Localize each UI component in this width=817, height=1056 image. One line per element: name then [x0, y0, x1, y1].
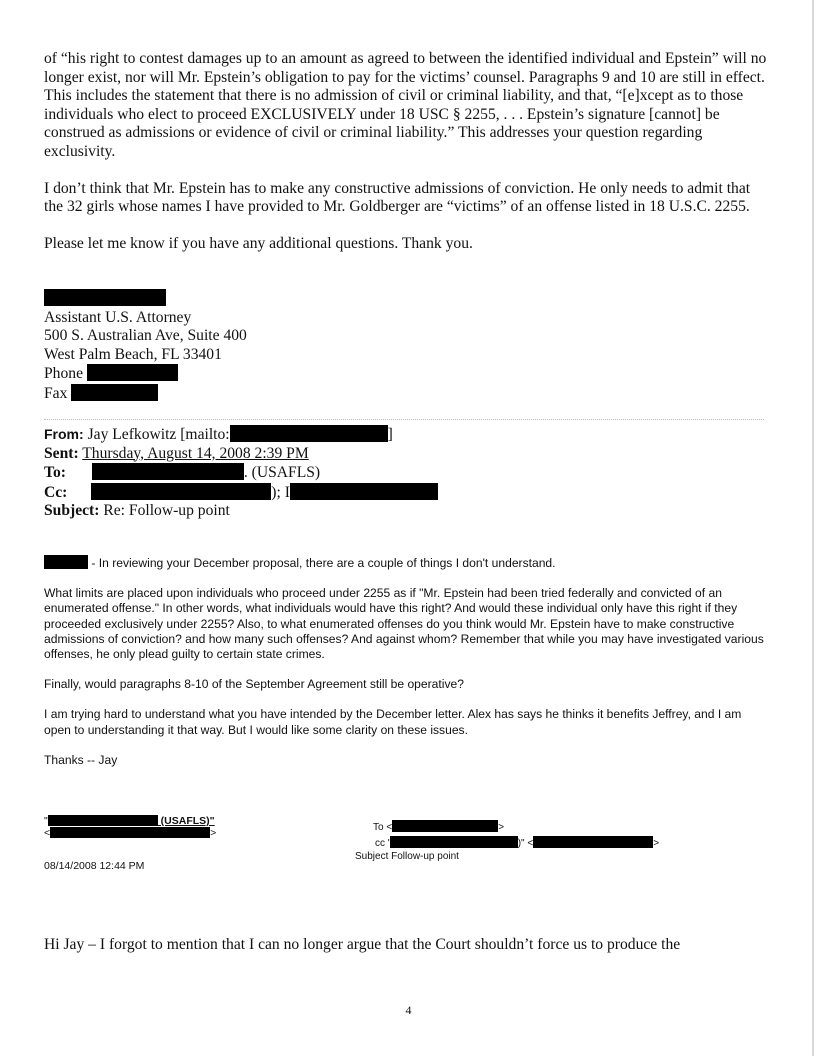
- redacted-quoted-cc-2: [533, 836, 653, 848]
- page-edge-line: [812, 0, 814, 1056]
- redacted-to: [92, 463, 244, 480]
- fax-label: Fax: [44, 384, 68, 402]
- redacted-fax: [71, 384, 158, 401]
- quoted-sender: [44, 815, 264, 872]
- sender-lt: <: [44, 827, 51, 839]
- header-to: [44, 463, 644, 483]
- reply-signoff: Thanks -- Jay: [44, 752, 118, 767]
- to-label: To:: [44, 464, 66, 482]
- email-header: [44, 425, 644, 521]
- quoted-subject-label: Subject: [355, 851, 389, 862]
- body-paragraph-1: of “his right to contest damages up to an amount as agreed to between the identified individual and Epstein” will no longer exist, nor will Mr. Epstein’s obligation to pay for the victims’ counsel. Paragraphs 9 and 10 are still in effect. This includes the statement that there is no admission of civil or criminal liability, and that, “[e]xcept as to those individuals who elect to proceed EXCLUSIVELY under 18 USC § 2255, . . . Epstein’s signature [cannot] be construed as admissions or evidence of civil or criminal liability.” This addresses your question regarding exclusivity.: [44, 50, 767, 160]
- quote-open: ": [44, 815, 48, 827]
- redacted-quoted-cc-1: [390, 836, 518, 848]
- to-value: . (USAFLS): [243, 464, 321, 482]
- sent-label: Sent:: [44, 444, 79, 462]
- redacted-quoted-to: [392, 820, 498, 832]
- header-subject: [44, 502, 644, 521]
- from-close: ]: [387, 426, 393, 443]
- cc-label: Cc:: [44, 483, 68, 501]
- reply-paragraph-2: Finally, would paragraphs 8-10 of the September Agreement still be operative?: [44, 677, 464, 692]
- body-paragraph-3: Please let me know if you have any additional questions. Thank you.: [44, 234, 473, 252]
- quoted-fields: [355, 820, 775, 863]
- from-label: From:: [44, 426, 84, 442]
- redacted-from-email: [230, 425, 388, 442]
- reply-paragraph-3: I am trying hard to understand what you have intended by the December letter. Alex has says he thinks it benefits Jeffrey, and I am open to understanding it that way. But I would like some clarity on these issues.: [44, 707, 742, 737]
- cc-value: ); I: [271, 483, 290, 501]
- next-message: Hi Jay – I forgot to mention that I can no longer argue that the Court shouldn’t force us to produce the: [44, 936, 681, 953]
- redacted-cc-2: [290, 483, 438, 500]
- quoted-subject-value: Follow-up point: [391, 851, 459, 862]
- header-cc: [44, 483, 644, 503]
- sent-value: Thursday, August 14, 2008 2:39 PM: [82, 444, 309, 462]
- quoted-date: 08/14/2008 12:44 PM: [44, 860, 145, 872]
- reply-greeting-text: - In reviewing your December proposal, there are a couple of things I don't understand.: [88, 556, 556, 570]
- redacted-sender-email: [50, 827, 210, 838]
- from-value: Jay Lefkowitz [mailto:: [87, 426, 230, 443]
- body-paragraph-2: I don’t think that Mr. Epstein has to make any constructive admissions of conviction. He only needs to admit that the 32 girls whose names I have provided to Mr. Goldberger are “victims” of an offense listed in 18 U.S.C. 2255.: [44, 179, 751, 216]
- quoted-cc-label: cc: [375, 838, 385, 849]
- redacted-recipient: [44, 555, 88, 569]
- signature-address-1: 500 S. Australian Ave, Suite 400: [44, 327, 247, 345]
- header-separator: [44, 419, 764, 420]
- reply-body: [44, 555, 769, 768]
- signature-address-2: West Palm Beach, FL 33401: [44, 345, 222, 363]
- sender-usafls: (USAFLS)": [157, 815, 215, 827]
- header-from: [44, 425, 644, 445]
- page-number: 4: [405, 1003, 412, 1017]
- email-body: [44, 50, 769, 253]
- subject-value: Re: Follow-up point: [103, 502, 230, 520]
- redacted-name: [44, 289, 166, 306]
- sender-gt: >: [210, 827, 217, 839]
- quoted-to-open: <: [386, 822, 393, 833]
- signature-block: [44, 289, 444, 404]
- redacted-sender-name: [48, 815, 158, 826]
- header-sent: [44, 445, 644, 464]
- quoted-cc-close: >: [653, 838, 660, 849]
- phone-label: Phone: [44, 365, 83, 383]
- subject-label: Subject:: [44, 502, 100, 520]
- signature-fax: [44, 384, 444, 404]
- reply-paragraph-1: What limits are placed upon individuals who proceed under 2255 as if "Mr. Epstein had been tried federally and convicted of an enumerated offense." In other words, what individuals would have this right? And would these individual only have this right if they proceeded exclusively under 2255? Also, to what enumerated offenses do you think would Mr. Epstein have to make constructive admissions of conviction? and how many such offenses? And against whom? Remember that while you may have investigated various offenses, he only plead guilty to certain state crimes.: [44, 586, 764, 662]
- quoted-to-label: To: [373, 822, 384, 833]
- signature-title: Assistant U.S. Attorney: [44, 308, 192, 326]
- quoted-to-close: >: [498, 822, 505, 833]
- signature-phone: [44, 364, 444, 384]
- redacted-phone: [87, 364, 178, 381]
- redacted-cc-1: [91, 483, 271, 500]
- quoted-cc-mid: )" <: [517, 838, 534, 849]
- reply-greeting: [44, 555, 769, 571]
